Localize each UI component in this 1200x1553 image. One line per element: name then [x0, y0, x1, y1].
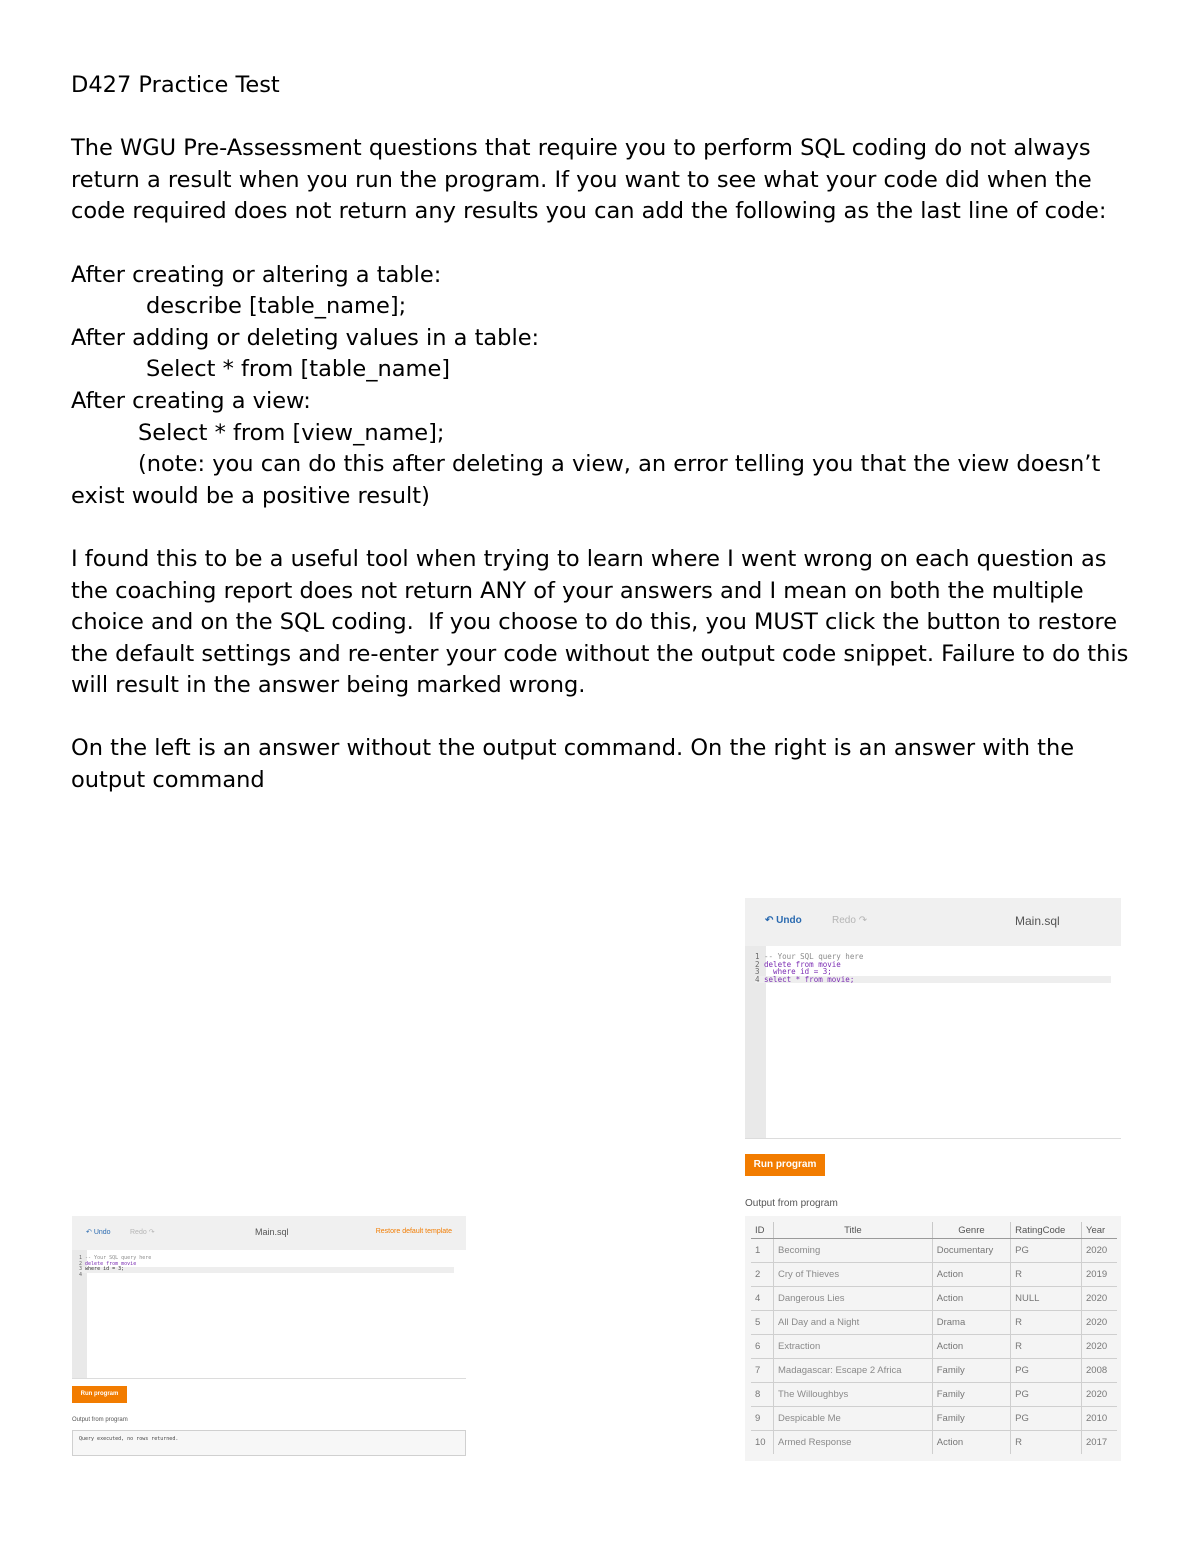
- table-row: [751, 1431, 1117, 1455]
- intro-paragraph: The WGU Pre-Assessment questions that require you to perform SQL coding do not always return a result when you run the program. If you want to see what your code did when the code required does not return any results you can add the following as the last line of code:: [71, 135, 1107, 225]
- cell-rating: R: [1011, 1431, 1082, 1455]
- cell-rating: PG: [1011, 1239, 1082, 1263]
- document-body: [71, 70, 1136, 797]
- results-table: [751, 1222, 1117, 1454]
- cell-genre: Action: [932, 1287, 1010, 1311]
- cell-title: Armed Response: [774, 1431, 933, 1455]
- redo-button[interactable]: Redo ↷: [130, 1229, 155, 1236]
- screenshot-without-output: [72, 1216, 466, 1458]
- table-row: [751, 1407, 1117, 1431]
- cell-id: 6: [751, 1335, 774, 1359]
- cell-year: 2020: [1082, 1335, 1118, 1359]
- cell-rating: PG: [1011, 1359, 1082, 1383]
- cell-id: 5: [751, 1311, 774, 1335]
- run-program-button[interactable]: Run program: [72, 1386, 127, 1403]
- run-program-button[interactable]: Run program: [745, 1154, 825, 1176]
- cell-genre: Action: [932, 1263, 1010, 1287]
- code-line: 2 delete from movie: [755, 959, 841, 969]
- table-row: [751, 1287, 1117, 1311]
- cell-id: 7: [751, 1359, 774, 1383]
- cell-id: 1: [751, 1239, 774, 1263]
- code-editor[interactable]: [745, 946, 1121, 1139]
- code-line: 4 select * from movie;: [755, 976, 1111, 984]
- cell-title: Becoming: [774, 1239, 933, 1263]
- cell-genre: Family: [932, 1407, 1010, 1431]
- cell-year: 2017: [1082, 1431, 1118, 1455]
- code-line: 2 delete from movie: [79, 1260, 137, 1267]
- cell-rating: R: [1011, 1311, 1082, 1335]
- cell-rating: R: [1011, 1335, 1082, 1359]
- code-area[interactable]: [755, 953, 1111, 983]
- table-row: [751, 1383, 1117, 1407]
- code-line: 3 where id = 3;: [79, 1267, 454, 1273]
- cell-title: Dangerous Lies: [774, 1287, 933, 1311]
- output-box: Query executed, no rows returned.: [72, 1430, 466, 1456]
- cell-id: 9: [751, 1407, 774, 1431]
- code-line: 1 -- Your SQL query here: [79, 1255, 152, 1261]
- column-header-genre: Genre: [932, 1222, 1010, 1239]
- output-results: [745, 1216, 1121, 1461]
- code-line: 1 -- Your SQL query here: [755, 952, 864, 961]
- output-label: Output from program: [72, 1417, 128, 1423]
- tip-heading-values: After adding or deleting values in a table:: [71, 324, 540, 351]
- cell-title: Madagascar: Escape 2 Africa: [774, 1359, 933, 1383]
- cell-year: 2010: [1082, 1407, 1118, 1431]
- cell-year: 2020: [1082, 1287, 1118, 1311]
- tip-code-select-view: Select * from [view_name];: [138, 419, 445, 446]
- cell-genre: Action: [932, 1431, 1010, 1455]
- cell-rating: PG: [1011, 1383, 1082, 1407]
- table-row: [751, 1239, 1117, 1263]
- restore-template-button[interactable]: Restore default template: [375, 1228, 452, 1235]
- cell-genre: Action: [932, 1335, 1010, 1359]
- file-name: Main.sql: [255, 1227, 289, 1237]
- redo-icon: ↷: [858, 915, 868, 926]
- undo-icon: ↶: [765, 915, 774, 926]
- redo-icon: ↷: [148, 1229, 155, 1236]
- file-name: Main.sql: [1015, 914, 1060, 928]
- cell-genre: Drama: [932, 1311, 1010, 1335]
- column-header-title: Title: [774, 1222, 933, 1239]
- tool-paragraph: I found this to be a useful tool when trying to learn where I went wrong on each question as the coaching report does not return ANY of your answers and I mean on both the multiple choice and on the SQL coding. If you choose to do this, you MUST click the button to restore the default settings and re-enter your code without the output code snippet. Failure to do this will result in the answer being marked wrong.: [71, 545, 1136, 699]
- tip-heading-view: After creating a view:: [71, 387, 311, 414]
- table-row: [751, 1335, 1117, 1359]
- table-row: [751, 1263, 1117, 1287]
- undo-icon: ↶: [86, 1229, 92, 1236]
- tip-code-select-table: Select * from [table_name]: [146, 356, 451, 383]
- cell-title: The Willoughbys: [774, 1383, 933, 1407]
- editor-toolbar: [745, 898, 1121, 946]
- column-header-id: ID: [751, 1222, 774, 1239]
- cell-title: All Day and a Night: [774, 1311, 933, 1335]
- cell-id: 4: [751, 1287, 774, 1311]
- tip-heading-table: After creating or altering a table:: [71, 261, 442, 288]
- undo-button[interactable]: ↶ Undo: [765, 915, 802, 926]
- code-line: 4: [79, 1271, 86, 1278]
- cell-year: 2008: [1082, 1359, 1118, 1383]
- editor-toolbar: [72, 1216, 466, 1250]
- screenshot-with-output: [745, 898, 1121, 1463]
- cell-year: 2020: [1082, 1239, 1118, 1263]
- cell-title: Cry of Thieves: [774, 1263, 933, 1287]
- document-title: D427 Practice Test: [71, 72, 280, 98]
- cell-title: Despicable Me: [774, 1407, 933, 1431]
- cell-title: Extraction: [774, 1335, 933, 1359]
- code-line: 3 where id = 3;: [755, 967, 832, 977]
- table-row: [751, 1311, 1117, 1335]
- cell-genre: Documentary: [932, 1239, 1010, 1263]
- comparison-paragraph: On the left is an answer without the output command. On the right is an answer with the output command: [71, 735, 1082, 794]
- output-label: Output from program: [745, 1198, 838, 1209]
- cell-id: 10: [751, 1431, 774, 1455]
- tip-code-describe: describe [table_name];: [146, 293, 407, 320]
- cell-year: 2020: [1082, 1383, 1118, 1407]
- cell-rating: PG: [1011, 1407, 1082, 1431]
- cell-year: 2019: [1082, 1263, 1118, 1287]
- column-header-ratingcode: RatingCode: [1011, 1222, 1082, 1239]
- table-row: [751, 1359, 1117, 1383]
- undo-button[interactable]: ↶ Undo: [86, 1229, 111, 1236]
- redo-button[interactable]: Redo ↷: [832, 915, 868, 926]
- column-header-year: Year: [1082, 1222, 1118, 1239]
- cell-rating: NULL: [1011, 1287, 1082, 1311]
- table-header-row: [751, 1222, 1117, 1239]
- cell-id: 2: [751, 1263, 774, 1287]
- cell-rating: R: [1011, 1263, 1082, 1287]
- cell-id: 8: [751, 1383, 774, 1407]
- view-note: (note: you can do this after deleting a view, an error telling you that the view doesn’t exist would be a positive result): [71, 451, 1122, 509]
- cell-year: 2020: [1082, 1311, 1118, 1335]
- code-area[interactable]: [79, 1256, 454, 1278]
- cell-genre: Family: [932, 1359, 1010, 1383]
- code-editor[interactable]: [72, 1250, 466, 1379]
- cell-genre: Family: [932, 1383, 1010, 1407]
